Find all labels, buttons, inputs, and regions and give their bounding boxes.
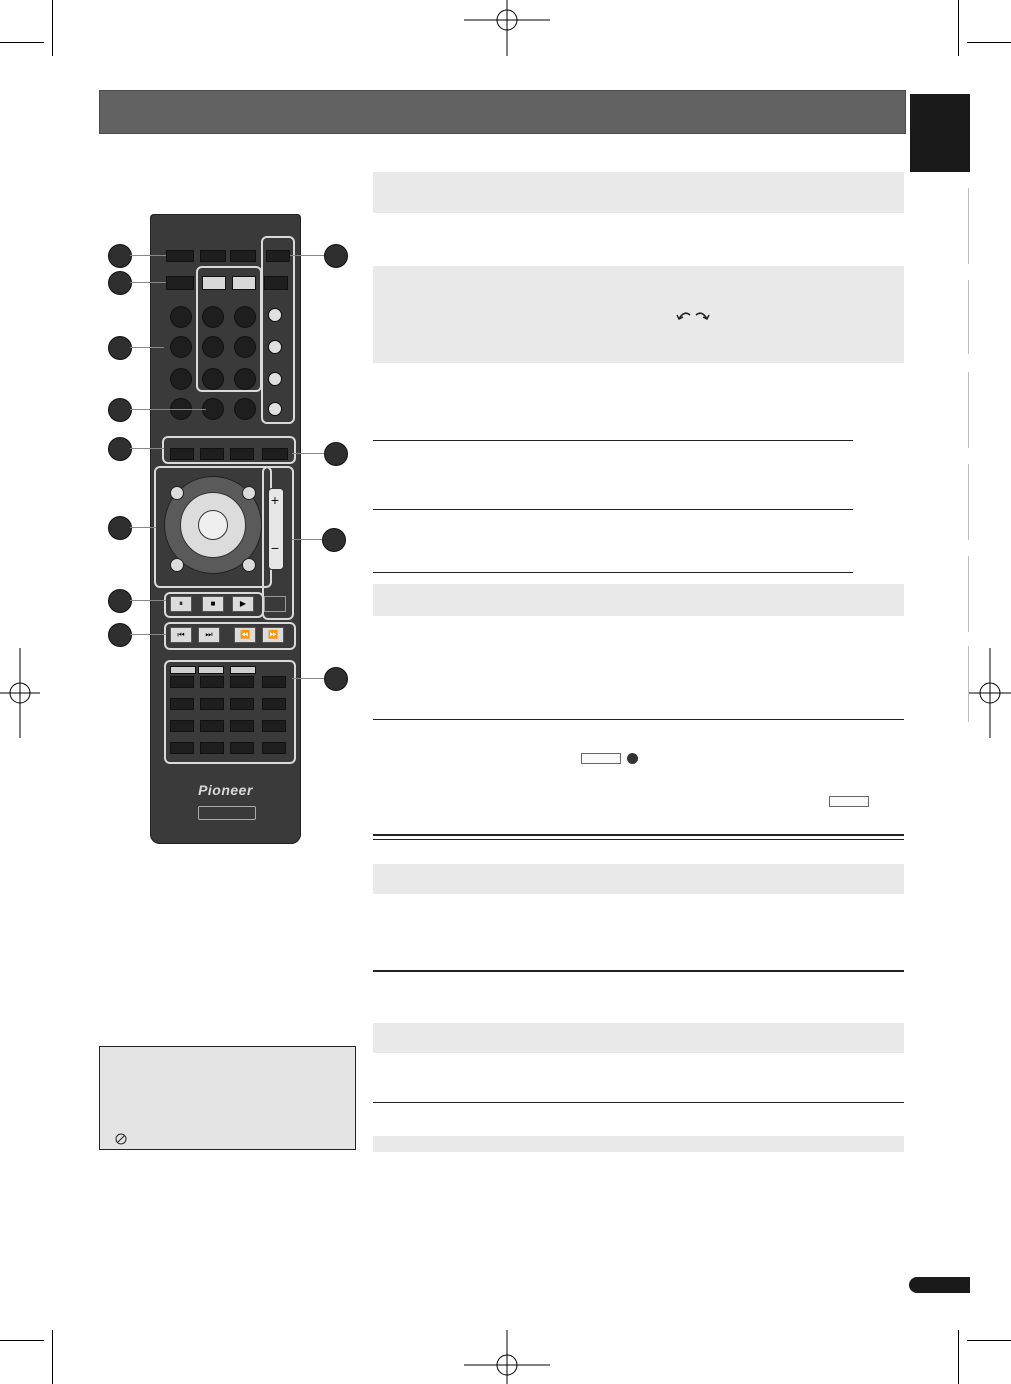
- divider: [373, 509, 853, 510]
- divider: [373, 440, 853, 441]
- input-button: [166, 276, 194, 290]
- label-button: [230, 666, 256, 674]
- callout-leader: [292, 453, 324, 454]
- crop-mark: [0, 1340, 44, 1341]
- exit-button: [170, 486, 184, 500]
- lower-button: [170, 720, 194, 732]
- callout-marker: [108, 271, 132, 295]
- edge-rule: [968, 188, 969, 264]
- divider: [373, 839, 904, 840]
- remote-bottom-panel: [198, 806, 256, 820]
- function-button: [170, 448, 194, 460]
- lower-button: [262, 720, 286, 732]
- edge-rule: [968, 646, 969, 722]
- callout-marker: [324, 442, 348, 466]
- edge-rule: [968, 372, 969, 448]
- brand-logo: Pioneer: [198, 782, 253, 798]
- minus-button: [268, 340, 282, 354]
- inline-button-graphic: [581, 753, 621, 764]
- crop-mark: [0, 42, 44, 43]
- next-button: ⏭: [198, 627, 220, 643]
- table-header-band: [373, 1023, 904, 1053]
- crop-mark: [967, 42, 1011, 43]
- section-rule: [373, 834, 904, 836]
- lower-button: [262, 676, 286, 688]
- return-button: [242, 558, 256, 572]
- note-box: [99, 1046, 356, 1150]
- recall-arrows-icon: [676, 309, 710, 321]
- play-button: ▶: [232, 596, 254, 612]
- chapter-tab: [910, 94, 970, 172]
- callout-marker: [108, 244, 132, 268]
- number-button: [170, 368, 192, 390]
- enter-button: [198, 510, 228, 540]
- callout-leader: [130, 634, 166, 635]
- indicator-dot-icon: [627, 753, 638, 764]
- button-group-outline: [196, 266, 262, 392]
- lower-button: [170, 742, 194, 754]
- number-button: [234, 398, 256, 420]
- edge-rule: [968, 464, 969, 540]
- volume-up-label: +: [270, 492, 280, 508]
- registration-mark-right: [968, 648, 1011, 738]
- remote-control-illustration: [150, 214, 301, 844]
- callout-leader: [292, 539, 322, 540]
- lower-button: [230, 676, 254, 688]
- table-header-band: [373, 864, 904, 894]
- function-button: [200, 448, 224, 460]
- function-button: [262, 448, 288, 460]
- callout-leader: [130, 527, 156, 528]
- power-button: [230, 250, 256, 262]
- callout-leader: [130, 347, 164, 348]
- edge-rule: [968, 280, 969, 354]
- lower-button: [262, 742, 286, 754]
- inline-button-graphic: [829, 796, 869, 807]
- table-header-band: [373, 584, 904, 616]
- rewind-button: ⏪: [234, 627, 256, 643]
- lower-button: [262, 698, 286, 710]
- callout-leader: [130, 409, 206, 410]
- lower-button: [230, 698, 254, 710]
- callout-leader: [130, 255, 166, 256]
- lower-button: [230, 720, 254, 732]
- mute-button: [264, 596, 286, 612]
- callout-marker: [108, 589, 132, 613]
- callout-marker: [108, 437, 132, 461]
- previous-button: ⏮: [170, 627, 192, 643]
- label-button: [170, 666, 196, 674]
- lower-button: [200, 720, 224, 732]
- fast-forward-button: ⏩: [262, 627, 284, 643]
- minus-button: [268, 402, 282, 416]
- stop-button: ■: [202, 596, 224, 612]
- divider: [373, 572, 853, 573]
- callout-leader: [292, 678, 324, 679]
- callout-leader: [130, 600, 166, 601]
- button-group-outline: [261, 236, 295, 424]
- table-header-band: [373, 172, 904, 213]
- divider: [373, 970, 904, 972]
- callout-leader: [290, 255, 324, 256]
- label-button: [198, 666, 224, 674]
- callout-marker: [324, 244, 348, 268]
- registration-mark-bottom: [462, 1330, 552, 1384]
- lower-button: [170, 698, 194, 710]
- registration-mark-top: [462, 0, 552, 56]
- callout-marker: [108, 623, 132, 647]
- volume-down-label: −: [270, 540, 280, 556]
- crop-mark: [958, 0, 959, 56]
- number-button: [170, 306, 192, 328]
- callout-leader: [130, 282, 166, 283]
- callout-marker: [322, 528, 346, 552]
- callout-marker: [324, 667, 348, 691]
- crop-mark: [967, 1340, 1011, 1341]
- tools-button: [242, 486, 256, 500]
- plus-button: [268, 308, 282, 322]
- home-button: [170, 558, 184, 572]
- crop-mark: [52, 0, 53, 56]
- page-number-tab: [909, 1277, 970, 1293]
- table-header-band: [373, 1136, 904, 1152]
- section-title-bar: [99, 90, 906, 134]
- callout-leader: [130, 448, 164, 449]
- lower-button: [200, 676, 224, 688]
- lower-button: [200, 698, 224, 710]
- power-button: [200, 250, 226, 262]
- registration-mark-left: [0, 648, 40, 738]
- lower-button: [170, 676, 194, 688]
- pause-button: ⏸: [170, 596, 192, 612]
- input-button: [264, 276, 288, 290]
- divider: [373, 719, 904, 720]
- crop-mark: [958, 1330, 959, 1384]
- power-button: [166, 250, 194, 262]
- note-icon: [115, 1133, 127, 1145]
- lower-button: [200, 742, 224, 754]
- table-row-band: [373, 266, 904, 363]
- function-button: [230, 448, 254, 460]
- edge-rule: [968, 556, 969, 632]
- number-button: [170, 336, 192, 358]
- crop-mark: [52, 1330, 53, 1384]
- callout-marker: [108, 398, 132, 422]
- callout-marker: [108, 336, 132, 360]
- callout-marker: [108, 516, 132, 540]
- divider: [373, 1102, 904, 1103]
- plus-button: [268, 372, 282, 386]
- lower-button: [230, 742, 254, 754]
